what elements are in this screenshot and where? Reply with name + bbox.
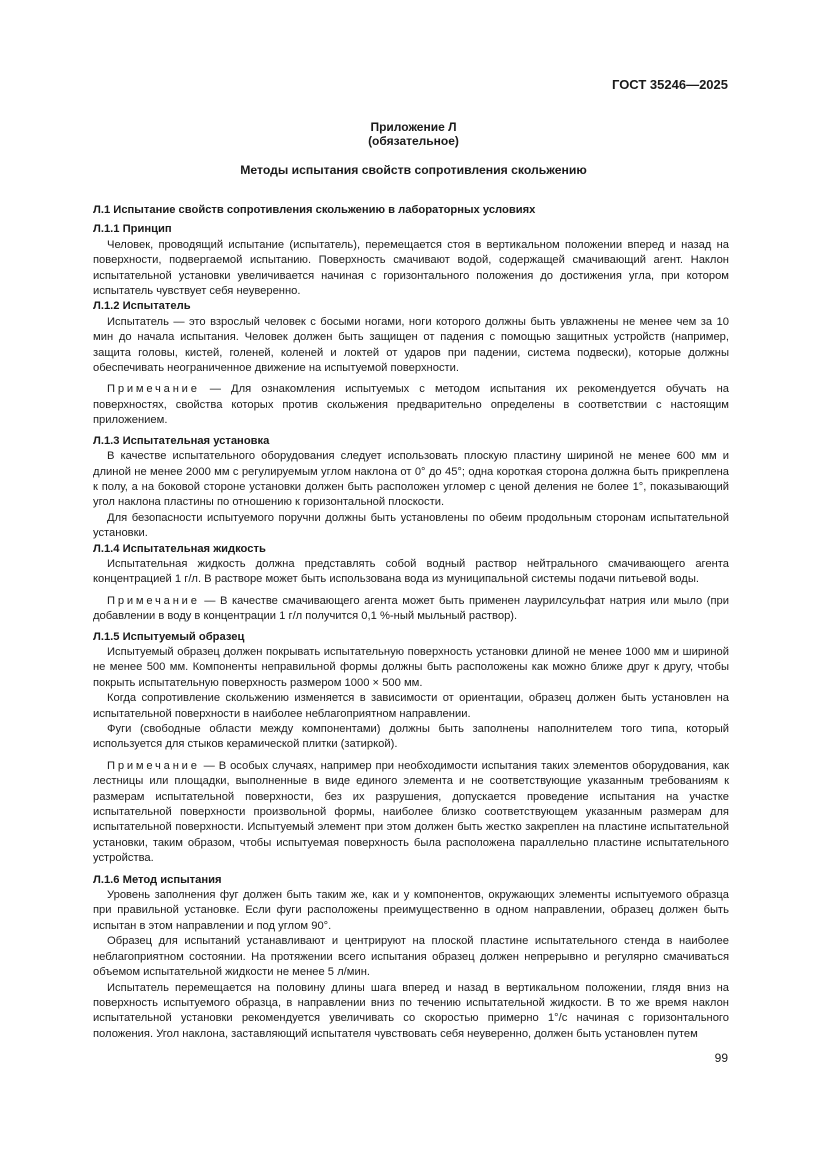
paragraph: Человек, проводящий испытание (испытатель), перемещается стоя в вертикальном положении вперед и назад на поверхности, подвергаемой испытанию. Поверхность смачивают водой, содержащей смачивающий агент. Наклон испытательной установки увеличивается начиная с горизонтального положения до достижения угла, при котором испытатель чувствует себя неуверенно. [93, 238, 729, 298]
paragraph: Испытатель перемещается на половину длины шага вперед и назад в вертикальном положении, глядя вниз на поверхность испытуемого образца, в направлении вниз по течению испытательной жидкости. В то же время наклон испытательной установки рекомендуется увеличивать со скоростью примерно 1°/с начиная с горизонтального положения. Угол наклона, заставляющий испытателя чувствовать себя неуверенно, должен быть установлен путем [93, 981, 729, 1040]
note-label: Примечание [107, 594, 200, 607]
subsection-heading-method: Л.1.6 Метод испытания [93, 873, 222, 886]
paragraph: В качестве испытательного оборудования следует использовать плоскую пластину шириной не менее 600 мм и длиной не менее 2000 мм с регулируемым углом наклона от 0° до 45°; одна короткая сторона должна быть прикреплена к полу, а на боковой стороне установки должен быть расположен угломер с ценой деления не более 1°, показывающий угол наклона пластины по отношению к горизонтальной плоскости. [93, 450, 729, 509]
paragraph: Для безопасности испытуемого поручни должны быть установлены по обеим продольным сторонам испытательной установки. [93, 511, 729, 540]
paragraph: Испытательная жидкость должна представлять собой водный раствор нейтрального смачивающего агента концентрацией 1 г/л. В растворе может быть использована вода из муниципальной системы подачи питьевой воды. [93, 557, 729, 586]
subsection-heading-tester: Л.1.2 Испытатель [93, 300, 191, 313]
note [93, 382, 729, 428]
annex-title: Приложение Л [370, 120, 457, 134]
paragraph: Уровень заполнения фуг должен быть таким же, как и у компонентов, окружающих элементы испытуемого образца при правильной установке. Если фуги расположены преимущественно в одном направлении, образец должен быть испытан в этом направлении и под углом 90°. [93, 889, 729, 932]
note [93, 594, 729, 625]
note-label: Примечание [107, 759, 200, 772]
note-text: — В качестве смачивающего агента может быть применен лаурилсульфат натрия или мыло (при добавлении в воду в концентрации 1 г/л получится 0,1 %-ный мыльный раствор). [93, 594, 729, 623]
note [93, 759, 729, 867]
note-text: — Для ознакомления испытуемых с методом испытания их рекомендуется обучать на поверхностях, свойства которых против скольжения предварительно определены в соответствии с настоящим приложением. [93, 383, 729, 427]
annex-heading [0, 120, 827, 148]
paragraph: Испытатель — это взрослый человек с босыми ногами, ноги которого должны быть увлажнены не менее чем за 10 мин до начала испытания. Человек должен быть защищен от падения с помощью защитных устройств (например, защита головы, кистей, голеней, коленей и локтей от ударов при падении, система подвески), которые должны обеспечивать неограниченное движение на испытуемой поверхности. [93, 315, 729, 375]
subsection-heading-specimen: Л.1.5 Испытуемый образец [93, 630, 245, 643]
page-number: 99 [714, 1051, 728, 1065]
paragraph: Когда сопротивление скольжению изменяется в зависимости от ориентации, образец должен быть установлен на испытательной поверхности в наиболее неблагоприятном направлении. [93, 692, 729, 720]
standard-number: ГОСТ 35246—2025 [612, 77, 728, 92]
document-title: Методы испытания свойств сопротивления скольжению [240, 163, 587, 177]
subsection-heading-principle: Л.1.1 Принцип [93, 223, 172, 236]
paragraph: Образец для испытаний устанавливают и центрируют на плоской пластине испытательного стенда в наиболее неблагоприятном состоянии. На протяжении всего испытания образец должен непрерывно и регулярно смачиваться объемом испытательной жидкости не менее 5 л/мин. [93, 935, 729, 979]
subsection-heading-liquid: Л.1.4 Испытательная жидкость [93, 542, 266, 555]
section-heading: Л.1 Испытание свойств сопротивления скольжению в лабораторных условиях [93, 204, 536, 216]
note-text: — В особых случаях, например при необходимости испытания таких элементов оборудования, как лестницы или площадки, выполненные в виде единого элемента и не соответствующие указанным требованиям к размерам испытательной поверхности, без их разрушения, допускается проведение испытания на участке испытательной поверхности произвольной формы, наиболее близко соответствующем указанным размерам для испытательной поверхности. Испытуемый элемент при этом должен быть жестко закреплен на пластине испытательной установки, таким образом, чтобы испытуемая поверхность была расположена параллельно пластине испытательного устройства. [93, 759, 729, 865]
subsection-heading-apparatus: Л.1.3 Испытательная установка [93, 434, 270, 447]
annex-status: (обязательное) [368, 134, 459, 148]
paragraph: Фуги (свободные области между компонентами) должны быть заполнены наполнителем того типа, который используется для стыков керамической плитки (затиркой). [93, 723, 729, 751]
document-body [93, 203, 729, 1042]
note-label: Примечание [107, 383, 200, 396]
paragraph: Испытуемый образец должен покрывать испытательную поверхность установки длиной не менее 1000 мм и шириной не менее 500 мм. Компоненты неправильной формы должны быть расположены как можно ближе друг к другу, чтобы покрыть испытательную поверхность размером 1000 × 500 мм. [93, 645, 729, 689]
